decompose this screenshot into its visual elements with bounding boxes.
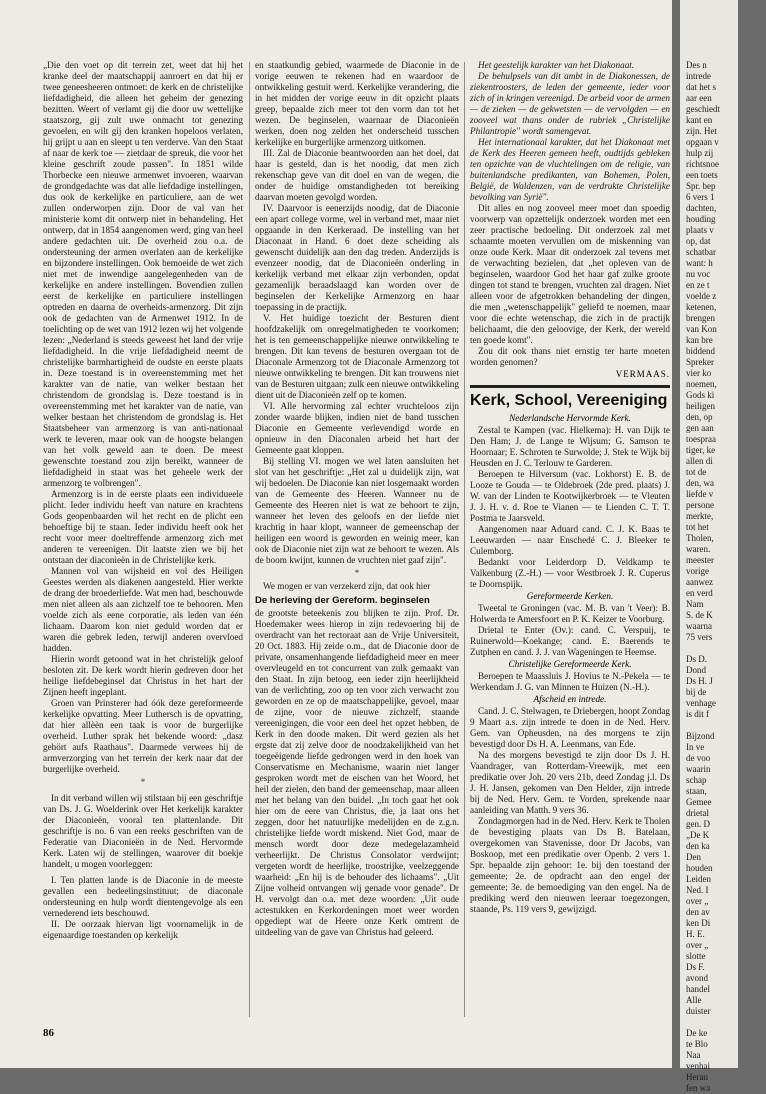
cut-off-line: geschiedt [686,104,720,114]
article-paragraph: en staatkundig gebied, waarmede de Diaconie in de vorige eeuwen te rekenen had en waardoor de ontwikkeling gestuit werd. Kerkelijke verandering, die in het midden der vorige eeuw in dit opzicht plaats greep, bepaalde zich meer tot den vorm dan tot het wezen. De beginselen, waarnaar de Diaconieën werken, doen nog zelden het onderscheid tusschen kerkelijke en burgerlijke armenzorg uitkomen. [255,60,459,147]
cut-off-line: tot de [686,467,707,477]
article-paragraph: „Die den voet op dit terrein zet, weet dat hij het kranke deel der maatschappij aanroert en dat hij er twee geneesheeren ontmoet: de kerk en de christelijke liefdadigheid, die alleen het geheim der genezing bezitten. Weert of verlamt gij die door uw wettelijke staatszorg, gij zult uwe onmacht tot genezing gevoelen, en wilt gij den kranken hopeloos verlaten, hij grijpt u aan en sleept u ten verderve. Van den Staat af naar de kerk toe — zietdaar de spreuk, die voor het kleine geschrift zoude passen". In 1851 wilde Thorbecke een nieuwe armenwet invoeren, waarvan de grondgedachte was dat alle liefdadige instellingen, dus ook de kerkelijke en particuliere, aan de wet zullen onderworpen zijn. Door de val van het ministerie komt dit ontwerp niet in behandeling. Het ontwerp, dat in 1854 aangenomen werd, ging van heel andere gedachten uit. De overheid zou o.a. de ondersteuning der armen overlaten aan de kerkelijke en bijzondere instellingen. Ook bemoeide de wet zich niet met de inwendige aangelegenheden van de kerkelijke en andere instellingen. Bovendien zullen eerst de kerkelijke en particuliere instellingen optreden en daarna de overheids-armenzorg. Dit zijn ook de gedachten van de Armenwet 1912. In de toelichting op de wet van 1912 lezen wij het volgende lezen: „Nederland is steeds geweest het land der vrije liefdadigheid. In die vrije liefdadigheid neemt de christelijke barmhartigheid de oudste en eerste plaats in. Deze toestand is in overeenstemming met het karakter van de natie, van welker bestaan het christendom de grondslag is. Deze toestand is in overeenstemming met het karakter van de natie, van welker bestaan het christendom de grondslag is. Het Staatsbeheer van armenzorg is van anti-nationaal werk te leveren, maar ook van de hoogste belangen van het volk geweld aan te doen. De meest gewenschte toestand zou zijn bereikt, wanneer de liefdadigheid in staat was het geheele werk der armenzorg te volbrengen". [43,60,243,488]
thesis-paragraph: V. Het huidige toezicht der Besturen dient hoofdzakelijk om onregelmatigheden te voorkomen; het is ten gemeenschappelijke nieuwe ontwikkeling te brengen. Dit kan tevens de besturen overgaan tot de Diaconale Armenzorg tot de Diaconale Armenzorg tot nieuwe ontwikkeling te brengen. Dit kan trouwens niet van de Besturen uitgaan; zulk een nieuwe ontwikkeling dient uit de Diaconieën zelf op te komen. [255,313,459,400]
cut-off-line: kant en [686,115,713,125]
article-paragraph: Hierin wordt getoond wat in het christelijk geloof besloten zit. De kerk wordt hierin gedreven door het heilige liefdebeginsel dat Christus in het hart der Zijnen heeft ingeplant. [43,654,243,697]
article-paragraph: Dit alles en nog zooveel meer moet dan spoedig voorwerp van opzettelijk onderzoek worden met een zeer practische bedoeling. Dit onderzoek zal met schaamte moeten vervullen om de miskenning van onze oude Kerk. Maar dit onderzoek zal tevens met de verwachting bezielen, dat „het opleven van de beginselen, waardoor God het haar gaf zulke groote dingen tot stand te brengen, vruchten zal dragen. Niet alleen voor de afgetrokken behandeling der dingen, die men „wetenschappelijk" geliefd te noemen, maar voor die echte wetenschap, die zich in de practijk belichaamt, die den geloovige, der Kerk, der wereld ten goede komt". [470,203,670,345]
cut-off-line: In ve [686,742,705,752]
cut-off-line: van Kon [686,324,717,334]
article-paragraph: Bij stelling VI. mogen we wel laten aansluiten het slot van het geschriftje: „Het zal u duidelijk zijn, wat wij bedoelen. De Diaconie kan niet losgemaakt worden van de Gemeente des Heeren. Wanneer nu de Gemeente des Heeren niet is wat ze behoort te zijn, wanneer het leven des geloofs en der liefde niet krachtig in haar klopt, wanneer de gemeenschap der heiligen een woord is geworden en weinig meer, kan ook de Diaconie niet zijn wat ze behoort te wezen. Als de boom kwijnt, kunnen de vruchten niet gaaf zijn". [255,456,459,565]
news-item: Cand. J. C. Stelwagen, te Driebergen, hoopt Zondag 9 Maart a.s. zijn intrede te doen in de Ned. Herv. Gem. van Opheusden, na des morgens te zijn bevestigd door Ds H. A. Leenmans, van Ede. [470,706,670,749]
cut-off-line: schap [686,775,707,785]
cut-off-line: den, wa [686,478,714,488]
cut-off-line: toespraa [686,434,716,444]
cut-off-line: op, dat [686,236,711,246]
news-item: Zondagmorgen had in de Ned. Herv. Kerk te Tholen de bevestiging plaats van Ds B. Batelaan, overgekomen van Stavenisse, door Dr Jacobs, van Boskoop, met een predikatie over Openb. 2 vers 1. Spr. bepaalde zijn gehoor: 1e. bij den toestand der gemeente; 2e. de opdracht aan den engel der gemeente; 3e. de bemoediging van den engel. Na de prediking werd den nieuwen leeraar toegezongen, staande, Ps. 119 vers 9, gewijzigd. [470,816,670,914]
cut-off-line: Nam [686,599,704,609]
article-paragraph: Armenzorg is in de eerste plaats een individueele plicht. Ieder individu heeft van nature en krachtens Gods geopenbaarden wil het recht en de plicht een behoeftige bij te staan. Ieder individu heeft ook het recht voor meer doeltreffende armenzorg zich met anderen te vereenigen. Dit laatste zien we bij het ontstaan der diaconieën in de Christelijke kerk. [43,489,243,565]
cut-off-line: vier ko [686,368,712,378]
cut-off-line: ketenen, [686,302,717,312]
cut-off-line: Den [686,852,701,862]
cut-off-line: Ds H. J [686,676,713,686]
cut-off-line: Bijzond [686,731,715,741]
cut-off-line: waren. [686,544,711,554]
cut-off-line [686,720,766,731]
article-paragraph: Groen van Prinsterer had óók deze gereformeerde kerkelijke opvatting. Meer Luthersch is de opvatting, dat hier allèèn een taak is voor de burgerlijke overheid. Luther sprak het bekende woord: „dasz gehört aufs Raathaus". Daarmede verwees hij de armverzorging van het terrein der kerk naar dat der burgerlijke overheid. [43,698,243,774]
cut-off-line: H. E. [686,929,705,939]
cut-off-line: staan, [686,786,707,796]
cut-off-line: drietal [686,808,709,818]
cut-off-line: den, op [686,412,713,422]
cut-off-line: liefde v [686,489,714,499]
cut-off-line: zijn. Het [686,126,717,136]
cut-off-line: dat het s [686,82,716,92]
cut-off-line: heiligen [686,401,715,411]
cut-off-line: Des n [686,60,707,70]
church-heading: Afscheid en intrede. [533,694,607,704]
column-2 [255,60,459,1020]
thesis-paragraph: II. De oorzaak hiervan ligt voornamelijk in de eigenaardige toestanden op kerkelijk [43,919,243,940]
thesis-paragraph: I. Ten platten lande is de Diaconie in de meeste gevallen een bedeelingsinstituut; de diaconale ondersteuning en hulp wordt dientengevolge als een vernederend iets beschouwd. [43,875,243,918]
cut-off-line: en ze t [686,280,710,290]
news-item: Na des morgens bevestigd te zijn door Ds J. H. Vaandrager, van Rotterdam-Vreewijk, met een predikatie over Joh. 20 vers 21b, deed Zondag j.l. Ds J. H. Jansen, gekomen van Den Helder, zijn intrede bij de Ned. Herv. Gem. te Vorden, sprekende naar aanleiding van Matth. 9 vers 36. [470,750,670,815]
church-heading: Gereformeerde Kerken. [526,591,614,601]
article-paragraph: In dit verband willen wij stilstaan bij een geschriftje van Ds. J. G. Woelderink over Het kerkelijk karakter der Diaconieën, vooral ten plattenlande. Dit geschriftje is no. 6 van een reeks geschriften van de Federatie van Diaconieën in de Ned. Hervormde Kerk. Laten wij de stellingen, waarover dit boekje handelt, u mogen voorleggen: [43,793,243,869]
cut-off-line: handel [686,984,710,994]
cut-off-line: meester [686,555,714,565]
cut-off-line: S. de K [686,610,713,620]
cut-off-line: Ned. I [686,885,709,895]
thesis-paragraph: VI. Alle hervorming zal echter vruchteloos zijn zonder waarde blijken, indien niet de band tusschen Diaconie en Gemeente verlevendigd worde en opnieuw in den Diaconalen arbeid het hart der Gemeente gaat kloppen. [255,401,459,455]
cut-off-line: waarin [686,764,711,774]
cut-off-line: gen. D [686,819,710,829]
column-3 [470,60,670,1020]
news-item: Beroepen te Hilversum (vac. Lokhorst) E. B. de Looze te Gouda — te Oldebroek (2de pred. plaats) J. W. van der Linden te Kootwijkerbroek — te Vleuten J. J. H. v. d. Roe te Vianen — te Lienden C. T. T. Postma te Jaarsveld. [470,469,670,523]
cut-off-line: avond [686,973,708,983]
cut-off-line: over „ [686,896,709,906]
cut-off-line: slotte [686,951,706,961]
church-heading: Christelijke Gereformeerde Kerk. [508,659,632,669]
article-paragraph: Het internationaal karakter, dat het Diakonaat met de Kerk des Heeren gemeen heeft, oudtijds gebleken ten opzichte van de vluchtelingen om de religie, van buitenlandsche predikanten, van Bohemen, Polen, België, de Waldenzen, van de verdrukte Christelijke bevolking van Syrië". [470,137,670,202]
news-item: Drietal te Enter (Ov.): cand. C. Verspuij, te Ruinerwold—Koekange; cand. E. Baerends te Zutphen en cand. J. J. van Wageningen te Heemse. [470,625,670,657]
cut-off-line: waarna [686,621,712,631]
cut-off-line: want: h [686,258,713,268]
cut-off-line: voelde z [686,291,717,301]
cut-off-line: biddend [686,346,715,356]
article-paragraph: We mogen er van verzekerd zijn, dat ook hier [263,581,431,591]
cut-off-line: hulp zij [686,148,714,158]
cut-off-line: Leiden [686,874,711,884]
subheading: De herleving der Gereform. beginselen [255,595,430,606]
cut-off-line: over „ [686,940,709,950]
cut-off-line: intrede [686,71,711,81]
cut-off-line: den ka [686,841,710,851]
cut-off-line: venhai [686,1061,710,1071]
cut-off-line: kan bre [686,335,713,345]
cut-off-line: te Blo [686,1039,708,1049]
column-rule [464,62,465,1017]
column-rule [249,62,250,1017]
cut-off-line: noemen, [686,379,717,389]
cut-off-line: een toets [686,170,718,180]
news-item: Bedankt voor Leiderdorp D. Veldkamp te Valkenburg (Z.-H.) — voor Westbroek J. R. Cuperus te Doornspijk. [470,557,670,589]
cut-off-line: duister [686,1006,711,1016]
cut-off-line: richtsnoe [686,159,719,169]
cut-off-column [686,60,766,1094]
cut-off-line: brengen [686,313,715,323]
section-rule [470,385,670,388]
cut-off-line: allen di [686,456,713,466]
cut-off-line: Gemee [686,797,712,807]
cut-off-line: vorige [686,566,709,576]
section-header: Kerk, School, Vereeniging [470,392,668,409]
cut-off-line: opgaan v [686,137,719,147]
cut-off-line: tot het [686,522,709,532]
cut-off-line: bij de [686,687,707,697]
cut-off-line: fen wa [686,1083,711,1093]
thesis-paragraph: III. Zal de Diaconie beantwoorden aan het doel, dat haar is gesteld, dan is het noodig, dat men zich rekenschap geve van dit doel en van de wegen, die onder de huidige omstandigheden tot bereiking daarvan moeten gevolgd worden. [255,148,459,202]
cut-off-line: gen aan [686,423,714,433]
article-paragraph: Mannen vol van wijsheid en vol des Heiligen Geestes werden als diakenen aangesteld. Hier werkte de drang der broederliefde. Wat men had, beschouwde men niet alleen als aan zichzelf toe te behooren. Men voelde zich als eene corporatie, als leden van één lichaam. Daarom kon niet geduld worden dat er waren die gebrek leden, terwijl anderen overvloed hadden. [43,566,243,653]
article-paragraph: de grootste beteekenis zou blijken te zijn. Prof. Dr. Hoedemaker wees hierop in zijn redevoering bij de overdracht van het rectoraat aan de Vrije Universiteit, 20 Oct. 1883. Hij zeide o.m., dat de Diaconie door de private, onsamenhangende liefdadigheid meer en meer overvleugeld en tot concurrent van zulk gemaakt van den Staat. In zijn betoog, een ieder zijn heerlijkheid van de verlichting, zoo op ten voor zich verwacht zou geworden en ze op de maatschappelijke, gevoel, maar de zijne, voor de nieuwe zichzelf, staande vereenigingen, die voor een deel het opzet hebben, de Kerk in den doode maken. Dit werd gezien als het ergste dat zij zelve door de noodzakelijkheid van het toegeëigende liefde gedrongen werd in den hoek van Conservatisme en Mechanisme, waarin niet langer gesproken wordt met de eischen van het Woord, het heil der zielen, den band der gemeenschap, maar alleen met het belang van den buidel. „In toch gaat het ook hier om de eere van Christus, die, ja laat ons het zeggen, door het natuurlijke medelijden en de z.g.n. christelijke liefde wordt miskend. Niet God, maar de mensch wordt door deze medegelazamheid verheerlijkt. De Christus Consolator verdwijnt; vergeten wordt de heerlijke, troostrijke, veelzeggende waarheid: „En hij is de behouder des lichaams". „Uit Zijne volheid ontvangen wij genade voor genade". Dr H. vervolgt dan o.a. met deze woorden: „Uit oude actestukken en Kerkordeningen moet weer worden opgediept wat de Heere onze Kerk omtrent de uitdeeling van de gave van Christus had geleerd. [255,608,459,937]
cut-off-line: Alle [686,995,702,1005]
cut-off-line: en verd [686,588,713,598]
cut-off-line: Tholen, [686,533,714,543]
news-item: Zestal te Kampen (vac. Hielkema): H. van Dijk te Den Ham; J. de Lange te Wijsum; G. Samson te Hoornaar; E. Schroten te Surwolde; J. Stek te Wijk bij Heusden en J. C. Terlouw te Garderen. [470,425,670,468]
church-heading: Nederlandsche Hervormde Kerk. [509,413,631,423]
cut-off-line: Herau [686,1072,708,1082]
cut-off-line: 75 vers [686,632,713,642]
cut-off-line: „De K [686,830,710,840]
cut-off-line: Gods ki [686,390,715,400]
section-separator: * [354,568,360,578]
page-number: 86 [43,1027,54,1039]
cut-off-line: De ke [686,1028,708,1038]
news-item: Aangenomen naar Aduard cand. C. J. K. Baas te Leeuwarden — naar Enschedé C. J. Bleeker te Culemborg. [470,524,670,556]
section-separator: * [140,777,146,787]
cut-off-line: tiger, ke [686,445,716,455]
cut-off-line: Dond [686,665,706,675]
cut-off-line: merkte, [686,511,714,521]
cut-off-line: Naa [686,1050,701,1060]
cut-off-line: Ds F. [686,962,705,972]
cut-off-line: ken Di [686,918,711,928]
cut-off-line: houden [686,863,713,873]
cut-off-line: plaats v [686,225,714,235]
cut-off-line: Spreker [686,357,714,367]
article-paragraph: De behulpsels van dit ambt in de Diakonessen, de ziekentroosters, de leden der gemeente, ieder voor zich of in kringen vereenigd. De arbeid voor de armen — de zieken — de gekwetsten — de vervolgden — en zooveel wat thans onder de rubriek „Christelijke Philantropie" wordt samengevat. [470,71,670,136]
cut-off-line: schatbar [686,247,716,257]
cut-off-line: aar een [686,93,712,103]
cut-off-line: Ds D. [686,654,708,664]
column-1 [43,60,243,1020]
news-item: Tweetal te Groningen (vac. M. B. van 't Veer): B. Holwerda te Amersfoort en P. K. Keizer te Voorburg. [470,603,670,624]
cut-off-line [686,1017,766,1028]
cut-off-line: de voo [686,753,711,763]
thesis-paragraph: IV. Daarvoor is eenerzijds noodig, dat de Diaconie een apart college vorme, wel in verband met, maar niet opgaande in den Kerkeraad. De instelling van het Diaconaat in Hand. 6 doet deze scheiding als gewenscht duidelijk aan den dag treden. Anderzijds is evenzeer noodig, dat de Diaconieën onderling in kerkelijk verband met elkaar zijn verbonden, opdat gezamenlijk beraadslaagd kan worden over de beginselen der Kerkelijke Armenzorg en haar toepassing in de practijk. [255,203,459,312]
cut-off-line: venhage [686,698,716,708]
cut-off-line: houding [686,214,716,224]
cut-off-line: aanwez [686,577,713,587]
cut-off-line: nu voc [686,269,711,279]
article-paragraph: Het geestelijk karakter van het Diakonaat. [478,60,635,70]
news-item: Beroepen te Maassluis J. Hovius te N.-Pekela — te Werkendam J. G. van Minnen te Huizen (N.-H.). [470,671,670,692]
cut-off-line: dachten, [686,203,717,213]
author-signature: VERMAAS. [615,369,670,379]
cut-off-line: is dit f [686,709,710,719]
cut-off-line: Spr. bep [686,181,716,191]
cut-off-line: 6 vers 1 [686,192,715,202]
article-paragraph: Zou dit ook thans niet ernstig ter harte moeten worden genomen? [470,346,670,367]
cut-off-line: persone [686,500,714,510]
cut-off-line: den av [686,907,710,917]
cut-off-line [686,643,766,654]
adjacent-page-sliver [680,0,738,1093]
